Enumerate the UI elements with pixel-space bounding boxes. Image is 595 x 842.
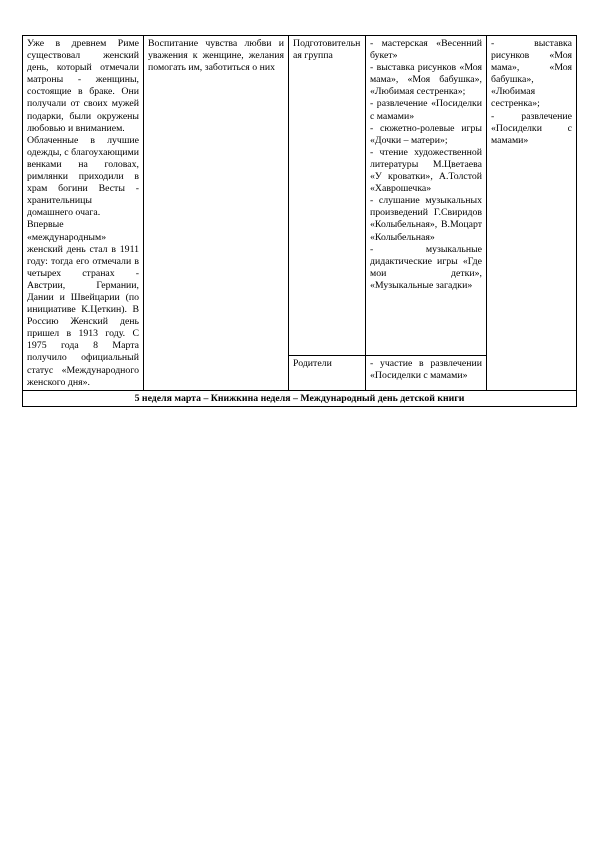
table-row [23, 390, 577, 406]
activity-item: - чтение художественной литературы М.Цветаева «У кроватки», А.Толстой «Хаврошечка» [370, 146, 482, 195]
activity-item: - сюжетно-ролевые игры «Дочки – матери»; [370, 122, 482, 146]
group-label-parents: Родители [293, 357, 332, 369]
goal-text: Воспитание чувства любви и уважения к женщине, желания помогать им, заботиться о них [148, 38, 284, 74]
history-paragraph: Впервые «международным» женский день стал в 1911 году: тогда его отмечали в четырех странах - Австрии, Германии, Дании и Швейцарии (по инициативе К.Цеткин). В Россию Женский день пришел в 1913 году. С 1975 года 8 Марта получило официальный статус «Международного женского дня». [27, 219, 139, 388]
group-cell-prep [289, 36, 366, 356]
history-paragraph: Облаченные в лучшие одежды, с благоухающими венками на головах, римлянки приходили в храм богини Весты - хранительницы домашнего очага. [27, 134, 139, 219]
goal-cell [144, 36, 289, 391]
activity-item: - участие в развлечении «Посиделки с мамами» [370, 357, 482, 381]
activity-item: - слушание музыкальных произведений Г.Свиридов «Колыбельная», В.Моцарт «Колыбельная» [370, 195, 482, 243]
outcomes-cell [487, 36, 577, 391]
activity-item: - музыкальные дидактические игры «Где мои детки», «Музыкальные загадки» [370, 243, 482, 291]
history-cell [23, 36, 144, 391]
plan-table [22, 35, 577, 407]
group-cell-parents [289, 355, 366, 390]
group-label-prep: Подготовительная группа [293, 38, 361, 62]
parent-activities-cell [366, 355, 487, 390]
prep-activities-cell [366, 36, 487, 356]
table-row [23, 36, 577, 356]
activity-item: - развлечение «Посиделки с мамами» [370, 98, 482, 122]
history-paragraph: Уже в древнем Риме существовал женский день, который отмечали матроны - женщины, состоящие в браке. Они получали от своих мужей подарки, были окружены любовью и вниманием. [27, 38, 139, 134]
outcome-item: - выставка рисунков «Моя мама», «Моя бабушка», «Любимая сестренка»; [491, 38, 572, 110]
activity-item: - выставка рисунков «Моя мама», «Моя бабушка», «Любимая сестренка»; [370, 62, 482, 98]
activity-item: - мастерская «Весенний букет» [370, 38, 482, 62]
outcome-item: - развлечение «Посиделки с мамами» [491, 110, 572, 146]
week-heading: 5 неделя марта – Книжкина неделя – Международный день детской книги [23, 390, 577, 406]
